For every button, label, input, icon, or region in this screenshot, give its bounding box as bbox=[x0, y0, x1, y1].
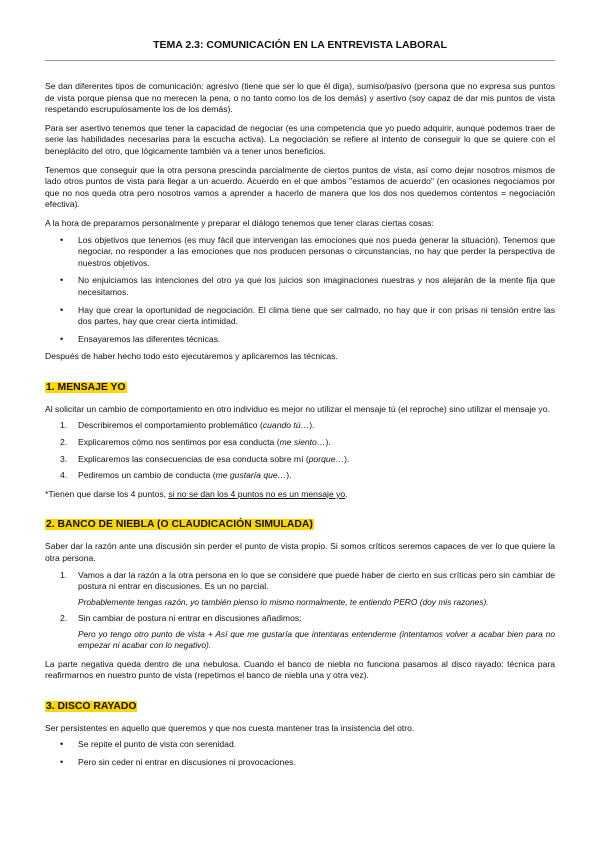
example-phrase: Probablemente tengas razón, yo también pienso lo mismo normalmente, te entiendo PERO (doy mis razones). bbox=[78, 596, 489, 607]
list-item: • Ensayaremos las diferentes técnicas. bbox=[78, 334, 555, 346]
section-heading-banco-de-niebla: 2. BANCO DE NIEBLA (O CLAUDICACIÓN SIMULADA) bbox=[46, 519, 313, 531]
list-item: • No enjuiciamos las intenciones del otro ya que los juicios son imaginaciones nuestras y nos alejarán de la mente fija que necesitamos. bbox=[78, 275, 555, 298]
list-item: Explicaremos las consecuencias de esa conducta sobre mí (porque…). bbox=[78, 453, 350, 464]
section3-text: Ser persistentes en aquello que queremos y que nos cuesta mantener tras la insistencia del otro. bbox=[45, 722, 415, 733]
section2-after: La parte negativa queda dentro de una nebulosa. Cuando el banco de niebla no funciona pasamos al disco rayado: técnica para reafirmarnos en nuestro punto de vista (repetimos el banco de niebla una y otra vez). bbox=[45, 658, 555, 681]
paragraph-preparation: A la hora de prepararnos personalmente y preparar el diálogo tenemos que tener claras ciertas cosas: bbox=[45, 217, 434, 228]
paragraph-agreement: Tenemos que conseguir que la otra persona prescinda parcialmente de ciertos puntos de vista, así como dejar nosotros mismos de lado otros puntos de vista para llegar a un acuerdo. Acuerdo en el que ambos "estamos de acuerdo" (en ocasiones negociamos por que no nos queda otra pero nosotros vamos a aprender a hacerlo de manera que los dos nos quedemos contentos = negociación efectiva). bbox=[45, 164, 555, 210]
list-item: • Hay que crear la oportunidad de negociación. El clima tiene que ser calmado, no hay que ir con prisas ni tensión entre las dos partes, hay que crear cierta intimidad. bbox=[78, 305, 555, 328]
list-item: • Pero sin ceder ni entrar en discusiones ni provocaciones. bbox=[78, 757, 555, 769]
section1-text: Al solicitar un cambio de comportamiento en otro individuo es mejor no utilizar el mensaje tú (el reproche) sino utilizar el mensaje yo. bbox=[45, 403, 550, 414]
title-divider bbox=[45, 60, 555, 61]
list-item: Pediremos un cambio de conducta (me gustaría que…). bbox=[78, 470, 292, 481]
list-item: Describiremos el comportamiento problemático (cuando tú…). bbox=[78, 420, 315, 431]
preparation-list bbox=[45, 235, 555, 346]
list-item: Sin cambiar de postura ni entrar en discusiones añadimos: Pero yo tengo otro punto de vista + Así que me gustaría que intentaras entenderme (intentamos volver a acabar bien para no empezar ni acabar con lo negativo). bbox=[78, 613, 555, 651]
section1-steps bbox=[45, 420, 555, 481]
section2-steps bbox=[45, 570, 555, 652]
section3-list bbox=[45, 739, 555, 768]
list-item: Explicaremos cómo nos sentimos por esa conducta (me siento…). bbox=[78, 437, 331, 448]
section-heading-disco-rayado: 3. DISCO RAYADO bbox=[46, 700, 137, 712]
list-item: Vamos a dar la razón a la otra persona en lo que se considere que puede haber de cierto en sus críticas pero sin cambiar de postura ni entrar en discusiones. Es un no parcial. Probablemente tengas razón, yo también pienso lo mismo normalmente, te entiendo PERO (doy mis razones). bbox=[78, 569, 555, 607]
paragraph-communication-types: Se dan diferentes tipos de comunicación: agresivo (tiene que ser lo que él diga), sumiso/pasivo (persona que no expresa sus puntos de vista porque piensa que no merecen la pena, o no tanto como los de los demás) y asertivo (soy capaz de dar mis puntos de vista respetando escrupulosamente los de los demás). bbox=[45, 81, 555, 115]
section-heading-mensaje-yo: 1. MENSAJE YO bbox=[46, 381, 126, 393]
paragraph-assertive: Para ser asertivo tenemos que tener la capacidad de negociar (es una competencia que yo puedo adquirir, aunque podemos traer de serie las habilidades necesarias para la escucha activa). La negociación se refiere al intento de conseguir lo que se quiere con el beneplácito del otro, que lógicamente también va a tener unos beneficios. bbox=[45, 122, 555, 156]
paragraph-after: Después de haber hecho todo esto ejecutaremos y aplicaremos las técnicas. bbox=[45, 351, 338, 362]
list-item: • Se repite el punto de vista con serenidad. bbox=[78, 739, 555, 751]
section2-text: Saber dar la razón ante una discusión sin perder el punto de vista propio. Si somos críticos seremos capaces de ver lo que quiere la otra persona. bbox=[45, 541, 555, 564]
section1-note: *Tienen que darse los 4 puntos, si no se dan los 4 puntos no es un mensaje yo. bbox=[45, 488, 348, 499]
list-item: • Los objetivos que tenemos (es muy fácil que intervengan las emociones que nos pueda generar la situación). Tenemos que negociar, no responder a las emociones que nos producen personas o circunstancias, no hay que perder la perspectiva de nuestros objetivos. bbox=[78, 235, 555, 270]
page-title: TEMA 2.3: COMUNICACIÓN EN LA ENTREVISTA LABORAL bbox=[153, 39, 447, 51]
example-phrase: Pero yo tengo otro punto de vista + Así que me gustaría que intentaras entenderme (intentamos volver a acabar bien para no empezar ni acabar con lo negativo). bbox=[78, 628, 555, 651]
